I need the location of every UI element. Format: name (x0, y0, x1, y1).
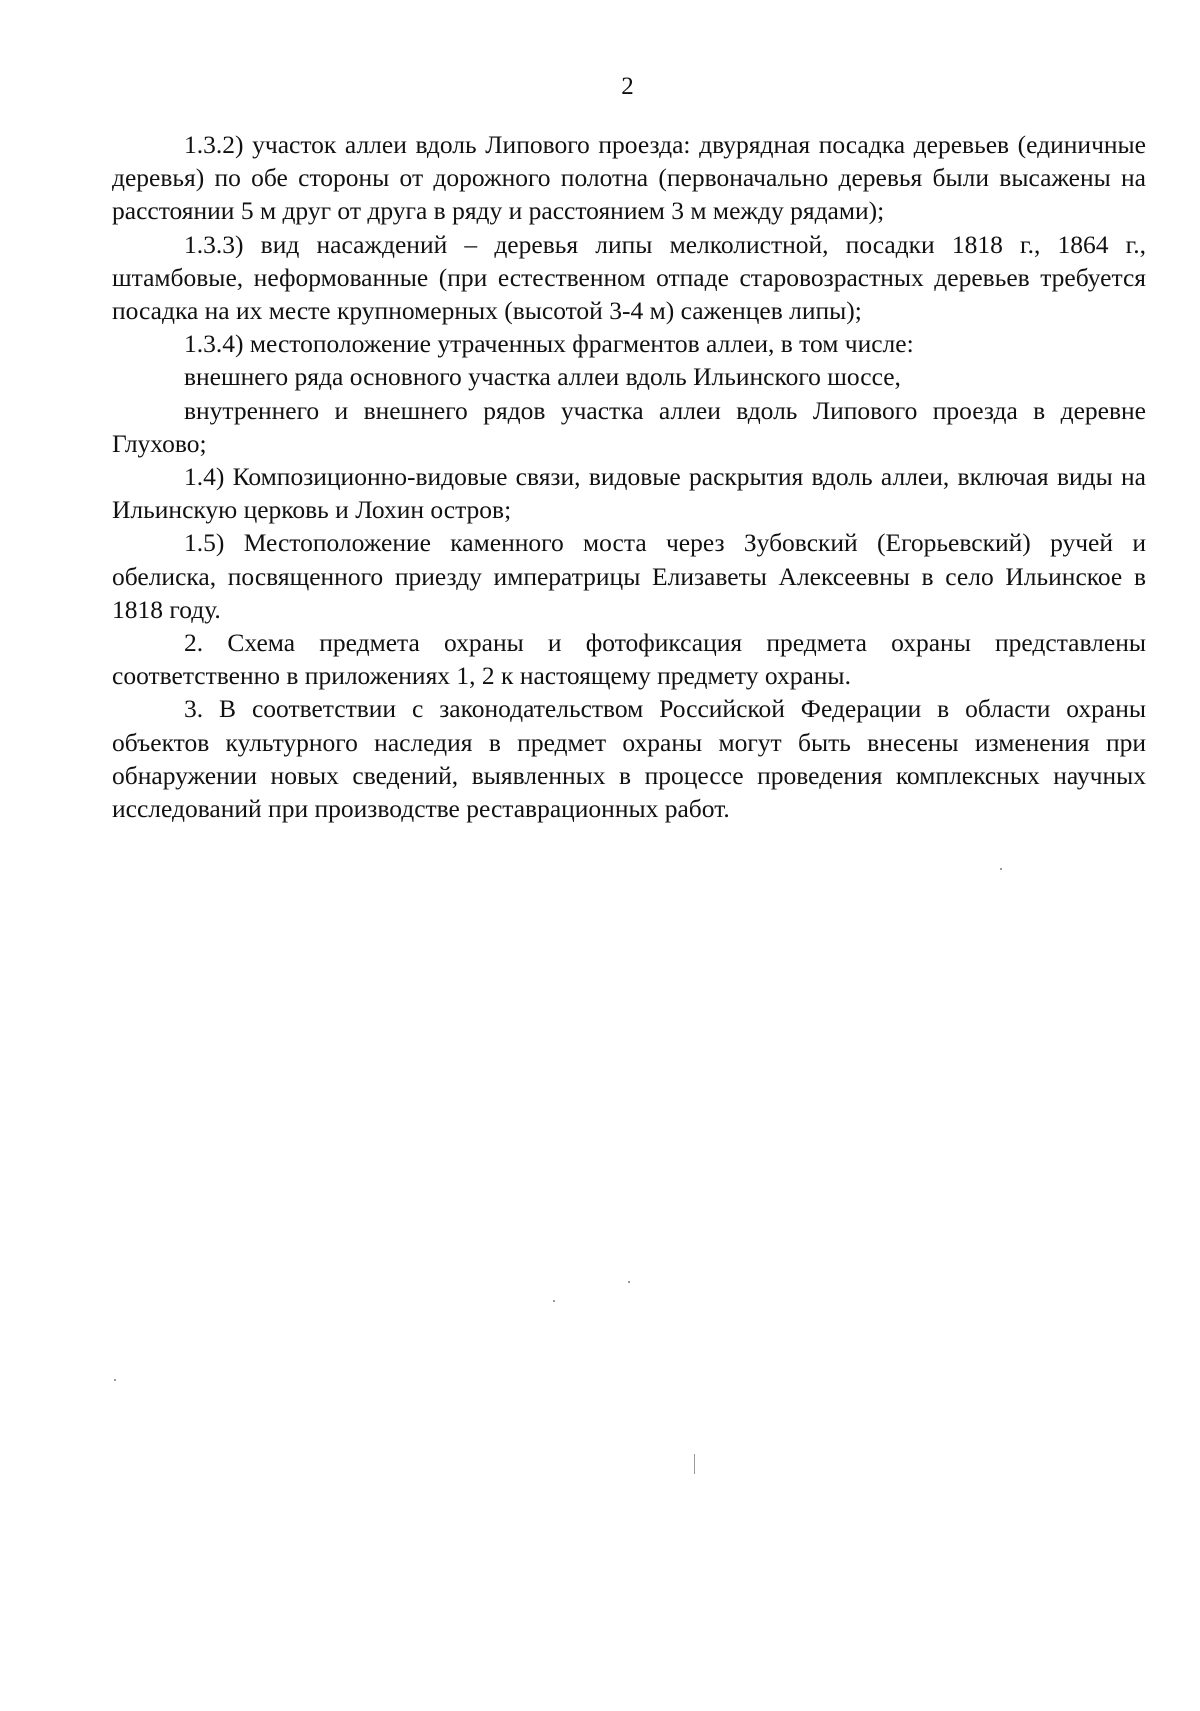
paragraph-inner-outer-rows: внутреннего и внешнего рядов участка аллеи вдоль Липового проезда в деревне Глухово; (112, 395, 1146, 458)
scan-speck (1000, 868, 1002, 870)
paragraph-3: 3. В соответствии с законодательством Российской Федерации в области охраны объектов культурного наследия в предмет охраны могут быть внесены изменения при обнаружении новых сведений, выявленных в процессе проведения комплексных научных исследований при производстве реставрационных работ. (112, 694, 1146, 824)
paragraph-outer-row: внешнего ряда основного участка аллеи вдоль Ильинского шоссе, (184, 362, 901, 392)
paragraph-1-3-2: 1.3.2) участок аллеи вдоль Липового проезда: двурядная посадка деревьев (единичные деревья) по обе стороны от дорожного полотна (первоначально деревья были высажены на расстоянии 5 м друг от друга в ряду и расстоянием 3 м между рядами); (112, 130, 1146, 226)
scan-speck (553, 1300, 555, 1302)
document-body (112, 128, 1146, 825)
paragraph-2: 2. Схема предмета охраны и фотофиксация предмета охраны представлены соответственно в приложениях 1, 2 к настоящему предмету охраны. (112, 628, 1146, 691)
paragraph-1-5: 1.5) Местоположение каменного моста через Зубовский (Егорьевский) ручей и обелиска, посвященного приезду императрицы Елизаветы Алексеевны в село Ильинское в 1818 году. (112, 528, 1146, 624)
scan-speck (694, 1454, 695, 1474)
paragraph-1-4: 1.4) Композиционно-видовые связи, видовые раскрытия вдоль аллеи, включая виды на Ильинскую церковь и Лохин остров; (112, 462, 1146, 525)
paragraph-1-3-4: 1.3.4) местоположение утраченных фрагментов аллеи, в том числе: (184, 329, 914, 359)
page-number: 2 (621, 73, 634, 100)
scan-speck (114, 1379, 116, 1381)
scan-speck (628, 1281, 630, 1283)
paragraph-1-3-3: 1.3.3) вид насаждений – деревья липы мелколистной, посадки 1818 г., 1864 г., штамбовые, неформованные (при естественном отпаде старовозрастных деревьев требуется посадка на их месте крупномерных (высотой 3-4 м) саженцев липы); (112, 229, 1146, 326)
